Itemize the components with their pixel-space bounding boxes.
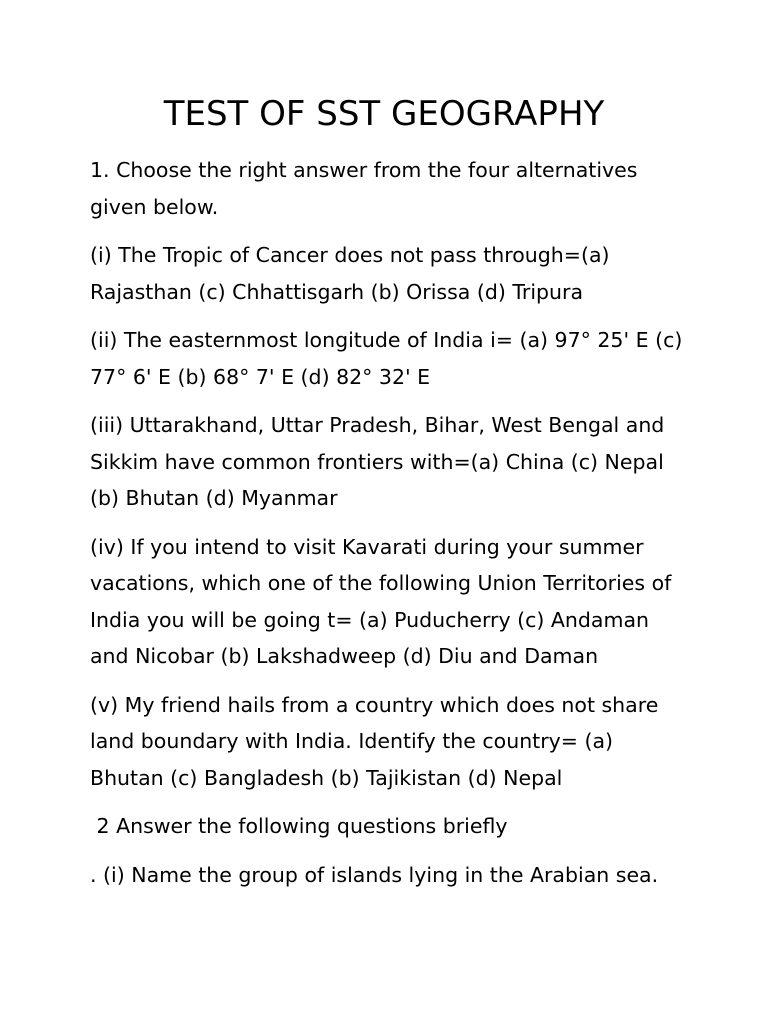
question-2-i xyxy=(90,857,690,894)
text-line: (iii) Uttarakhand, Uttar Pradesh, Bihar, West Bengal and xyxy=(90,413,665,437)
text-line: Rajasthan (c) Chhattisgarh (b) Orissa (d) Tripura xyxy=(90,279,584,304)
question-1-instruction xyxy=(90,152,690,225)
text-line: given below. xyxy=(90,194,219,219)
text-line: (ii) The easternmost longitude of India i= (a) 97° 25' E (c) xyxy=(90,328,683,352)
text-line: (i) The Tropic of Cancer does not pass through=(a) xyxy=(90,243,610,267)
text-line: (iv) If you intend to visit Kavarati during your summer xyxy=(90,534,644,559)
text-line: 2 Answer the following questions briefly xyxy=(90,814,508,838)
question-1-v xyxy=(90,687,690,797)
text-line: (v) My friend hails from a country which does not share xyxy=(90,692,659,717)
text-line: land boundary with India. Identify the country= (a) xyxy=(90,729,614,753)
question-1-iii xyxy=(90,407,690,517)
question-2-instruction xyxy=(90,808,690,845)
text-line: (b) Bhutan (d) Myanmar xyxy=(90,486,338,510)
text-line: Sikkim have common frontiers with=(a) China (c) Nepal xyxy=(90,449,664,474)
text-line: . (i) Name the group of islands lying in the Arabian sea. xyxy=(90,862,659,887)
document-title: TEST OF SST GEOGRAPHY xyxy=(163,94,605,134)
document-body xyxy=(90,152,690,905)
question-1-iv xyxy=(90,529,690,675)
text-line: Bhutan (c) Bangladesh (b) Tajikistan (d) Nepal xyxy=(90,765,563,790)
text-line: 77° 6' E (b) 68° 7' E (d) 82° 32' E xyxy=(90,364,431,389)
text-line: 1. Choose the right answer from the four alternatives xyxy=(90,158,638,182)
text-line: vacations, which one of the following Union Territories of xyxy=(90,571,672,595)
question-1-ii xyxy=(90,322,690,395)
text-line: India you will be going t= (a) Puducherry (c) Andaman xyxy=(90,607,650,632)
question-1-i xyxy=(90,237,690,310)
text-line: and Nicobar (b) Lakshadweep (d) Diu and Daman xyxy=(90,644,599,668)
